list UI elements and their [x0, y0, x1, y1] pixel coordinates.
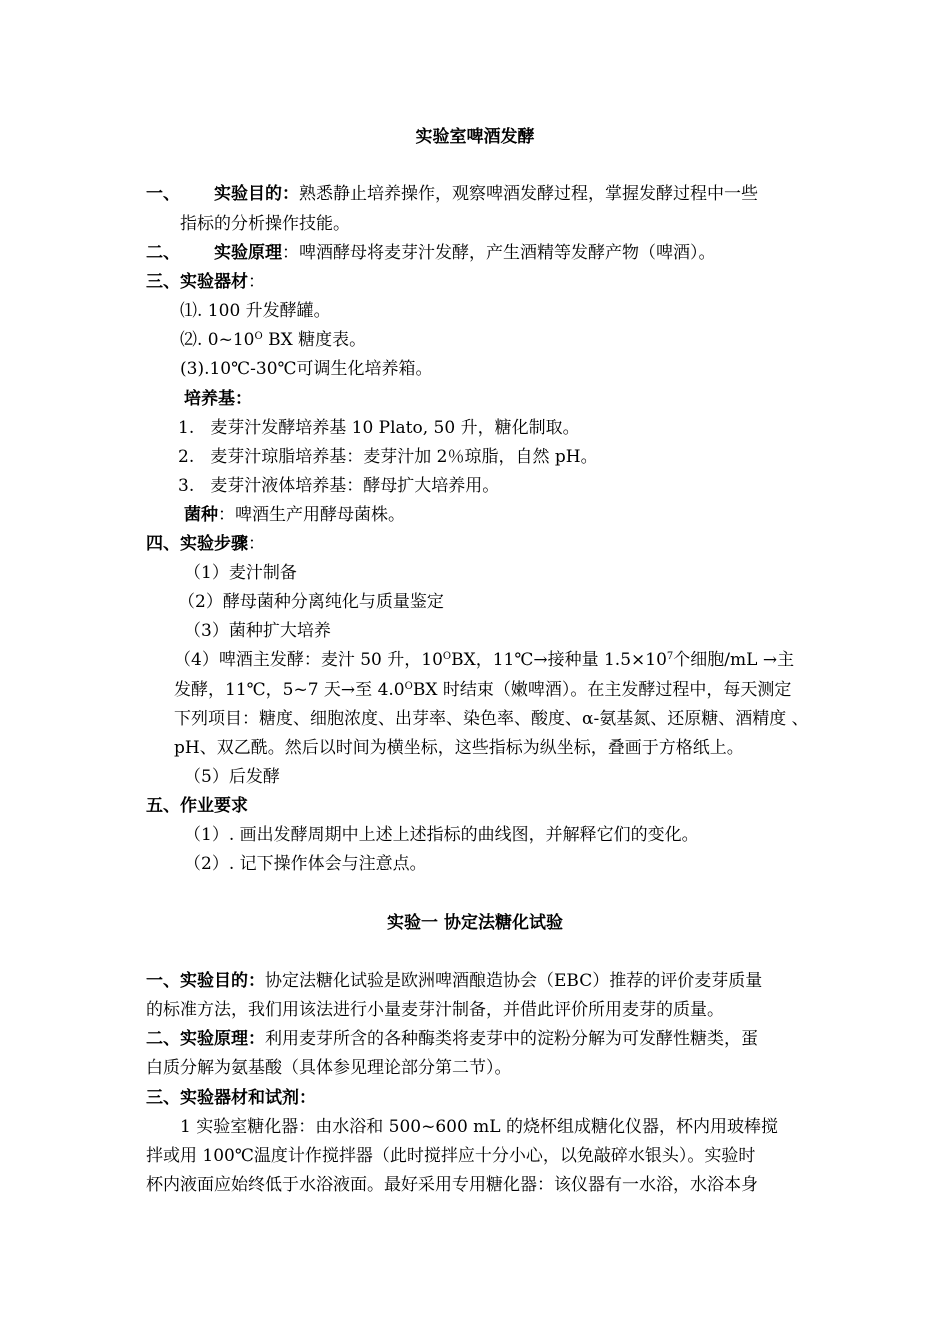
section-label: 四、实验步骤 [146, 534, 248, 554]
section-label: 实验原理 [214, 243, 282, 263]
part2-section-3-line-2: 拌或用 100℃温度计作搅拌器（此时搅拌应十分小心，以免敲碎水银头）。实验时 [146, 1146, 756, 1166]
section-3-heading [146, 271, 265, 293]
section-text: ：啤酒酵母将麦芽汁发酵，产生酒精等发酵产物（啤酒）。 [282, 243, 716, 263]
media-item-3: 3. 麦芽汁液体培养基：酵母扩大培养用。 [178, 476, 500, 496]
section-1-heading [146, 183, 758, 205]
section-5-heading: 五、作业要求 [146, 796, 248, 816]
part2-section-2-line-2: 白质分解为氨基酸（具体参见理论部分第二节）。 [146, 1058, 512, 1078]
section-number: 二、 [146, 243, 180, 263]
step-4-line-3: 下列项目：糖度、细胞浓度、出芽率、染色率、酸度、α-氨基氮、还原糖、酒精度 、 [174, 709, 809, 729]
equipment-item-3: (3).10℃-30℃可调生化培养箱。 [180, 359, 433, 379]
media-item-2: 2. 麦芽汁琼脂培养基：麦芽汁加 2％琼脂，自然 pH。 [178, 447, 598, 467]
step-1: （1）麦汁制备 [184, 563, 297, 583]
media-item-1: 1. 麦芽汁发酵培养基 10 Plato, 50 升，糖化制取。 [178, 418, 580, 438]
step-5: （5）后发酵 [184, 767, 280, 787]
section-label: 实验目的： [214, 184, 299, 204]
part2-section-3-line-1: 1 实验室糖化器：由水浴和 500~600 mL 的烧杯组成糖化仪器，杯内用玻棒搅 [180, 1117, 778, 1137]
step-3: （3）菌种扩大培养 [184, 621, 331, 641]
title-beer-fermentation: 实验室啤酒发酵 [415, 127, 535, 147]
title-saccharification: 实验一 协定法糖化试验 [387, 913, 563, 933]
section-1-continuation: 指标的分析操作技能。 [180, 214, 350, 234]
step-4-line-4: pH、双乙酰。然后以时间为横坐标，这些指标为纵坐标，叠画于方格纸上。 [174, 738, 744, 758]
section-colon: ： [248, 272, 265, 292]
section-text: 熟悉静止培养操作，观察啤酒发酵过程，掌握发酵过程中一些 [299, 184, 758, 204]
equipment-item-1: ⑴. 100 升发酵罐。 [180, 301, 331, 321]
part2-section-3-heading: 三、实验器材和试剂： [146, 1088, 316, 1108]
equipment-item-2: ⑵. $0\sim 10^O$ BX 糖度表。 [180, 330, 367, 350]
media-heading: 培养基： [184, 389, 252, 409]
step-2: （2）酵母菌种分离纯化与质量鉴定 [178, 592, 444, 612]
part2-section-2-line-1: 二、实验原理：利用麦芽所含的各种酶类将麦芽中的淀粉分解为可发酵性糖类，蛋 [146, 1029, 758, 1049]
part2-section-3-line-3: 杯内液面应始终低于水浴液面。最好采用专用糖化器：该仪器有一水浴，水浴本身 [146, 1175, 758, 1195]
homework-item-2: （2）. 记下操作体会与注意点。 [184, 854, 427, 874]
homework-item-1: （1）. 画出发酵周期中上述上述指标的曲线图，并解释它们的变化。 [184, 825, 699, 845]
step-4-line-1: （4）啤酒主发酵：麦汁 50 升，$10^OBX$，11℃→接种量 $1.5\times 10^7$个细胞/mL →主 [174, 650, 795, 670]
section-number: 一、 [146, 184, 180, 204]
step-4-line-2: 发酵，11℃，5~7 天→至 $4.0^OBX$ 时结束（嫩啤酒）。在主发酵过程中，每天测定 [174, 680, 792, 700]
part2-section-1-line-2: 的标准方法，我们用该法进行小量麦芽汁制备，并借此评价所用麦芽的质量。 [146, 1000, 724, 1020]
part2-section-1-line-1: 一、实验目的：协定法糖化试验是欧洲啤酒酿造协会（EBC）推荐的评价麦芽质量 [146, 971, 763, 991]
section-label: 三、实验器材 [146, 272, 248, 292]
section-2-heading [146, 242, 716, 264]
section-4-heading: 四、实验步骤： [146, 534, 265, 554]
strain-line: 菌种：啤酒生产用酵母菌株。 [184, 505, 405, 525]
